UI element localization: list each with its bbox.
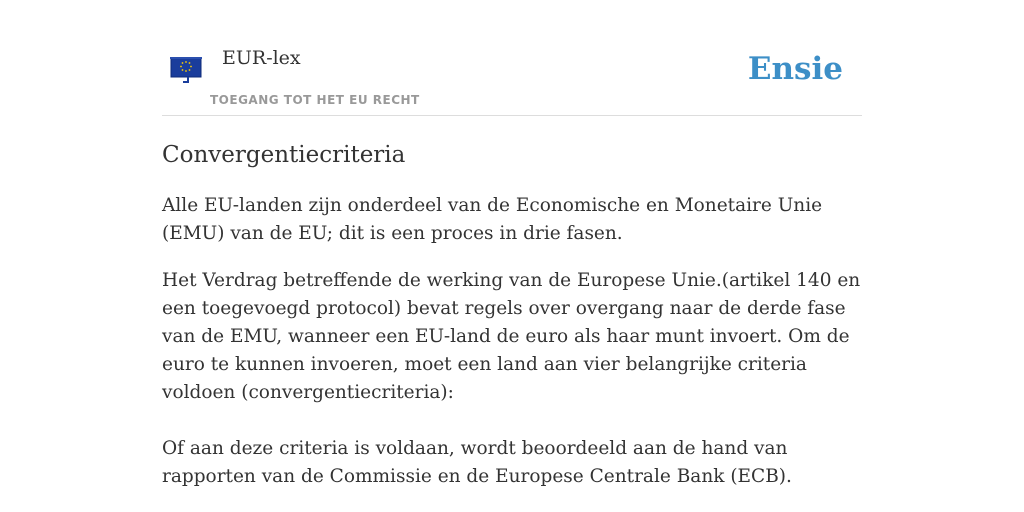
page-container <box>162 0 862 487</box>
site-tagline: TOEGANG TOT HET EU RECHT <box>210 93 420 107</box>
article-paragraph-1: Alle EU-landen zijn onderdeel van de Economische en Monetaire Unie (EMU) van de EU; dit is een proces in drie fasen. <box>162 195 823 244</box>
article-paragraph-2: Het Verdrag betreffende de werking van de Europese Unie.(artikel 140 en een toegevoegd protocol) bevat regels over overgang naar de derde fase van de EMU, wanneer een EU-land de euro als haar munt invoert. Om de euro te kunnen invoeren, moet een land aan vier belangrijke criteria voldoen (convergentiecriteria): <box>162 270 861 403</box>
eu-flag-icon[interactable] <box>170 56 202 86</box>
site-header <box>162 0 862 116</box>
page-title: Convergentiecriteria <box>162 142 406 168</box>
brand-logo-text[interactable]: Ensie <box>747 51 843 87</box>
site-name[interactable]: EUR-lex <box>222 47 301 69</box>
article-paragraph-3: Of aan deze criteria is voldaan, wordt beoordeeld aan de hand van rapporten van de Commissie en de Europese Centrale Bank (ECB). <box>162 438 792 487</box>
